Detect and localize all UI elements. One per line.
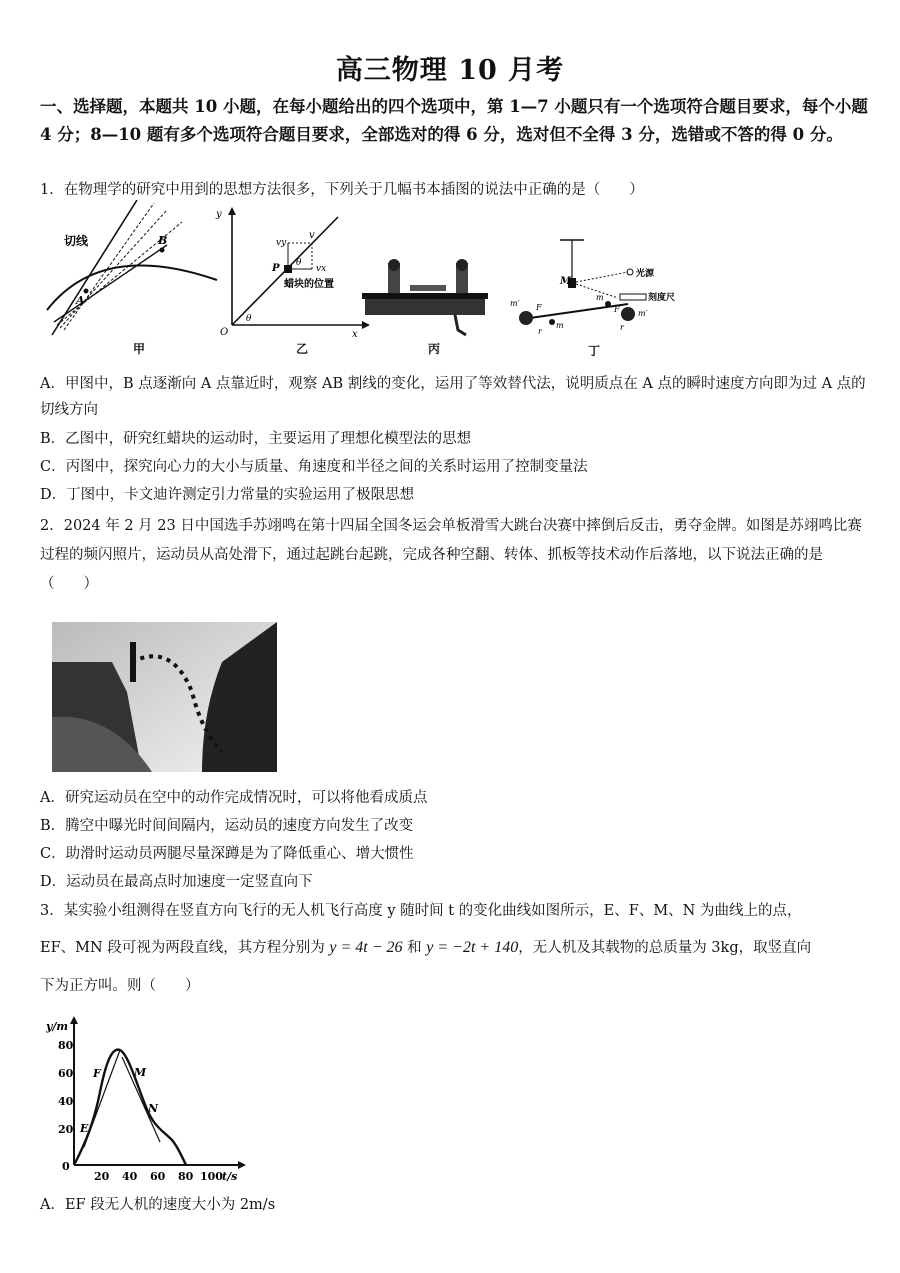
q3-stem-line1: 3．某实验小组测得在竖直方向飞行的无人机飞行高度 y 随时间 t 的变化曲线如图所示，E、F、M、N 为曲线上的点，: [40, 903, 802, 919]
q2-option-c: C．助滑时运动员两腿尽量深蹲是为了降低重心、增大惯性: [40, 846, 414, 862]
figure-jia: [42, 200, 222, 340]
apparatus-base: [365, 297, 485, 315]
label-theta-origin: θ: [246, 314, 252, 324]
point-a-dot: [84, 289, 89, 294]
q3-stem-line2: [40, 933, 870, 963]
label-y: y: [216, 209, 222, 220]
figure-yi: [212, 205, 372, 340]
q1-stem: 1．在物理学的研究中用到的思想方法很多，下列关于几幅书本插图的说法中正确的是（ ）: [40, 182, 644, 198]
q1-option-d: D．丁图中，卡文迪许测定引力常量的实验运用了极限思想: [40, 487, 415, 503]
label-b: B: [158, 234, 168, 247]
label-p: P: [272, 263, 280, 274]
line-ef: [84, 1050, 120, 1147]
t-tick-20: 20: [94, 1170, 110, 1183]
label-m: M: [134, 1066, 147, 1079]
point-b-dot: [160, 248, 165, 253]
label-a: A: [76, 294, 85, 307]
equation-mn: y = −2t + 140: [426, 939, 519, 956]
q1-option-a: A．甲图中，B 点逐渐向 A 点靠近时，观察 AB 割线的变化，运用了等效替代法，说明质点在 A 点的瞬时速度方向即为过 A 点的切线方向: [40, 376, 866, 418]
wax-position-label: 蜡块的位置: [284, 279, 334, 290]
q3-stem-segment: EF、MN 段可视为两段直线，其方程分别为: [40, 940, 330, 956]
q3-stem-line3: 下为正方叫。则（ ）: [40, 978, 200, 994]
t-tick-80: 80: [178, 1170, 194, 1183]
figure-bing: [360, 255, 495, 345]
y-axis-label: y/m: [46, 1020, 69, 1033]
q1-option-c: C．丙图中，探究向心力的大小与质量、角速度和半径之间的关系时运用了控制变量法: [40, 459, 588, 475]
snowboard-photo: [52, 622, 277, 772]
q2-option-a: A．研究运动员在空中的动作完成情况时，可以将他看成质点: [40, 790, 428, 806]
tower: [130, 642, 136, 682]
label-m-mirror: M: [560, 276, 572, 287]
apparatus-top: [362, 293, 488, 299]
big-ball-right: [621, 307, 635, 321]
small-ball-left: [549, 319, 555, 325]
q2-option-b: B．腾空中曝光时间间隔内，运动员的速度方向发生了改变: [40, 818, 414, 834]
label-m-prime-left: m′: [510, 299, 520, 308]
section-instructions: 一、选择题，本题共 10 小题，在每小题给出的四个选项中，第 1—7 小题只有一个选项符合题目要求，每个小题 4 分；8—10 题有多个选项符合题目要求，全部选对的得 6 分，选对但不全得 3 分，选错或不答的得 0 分。: [40, 97, 868, 144]
label-x: x: [352, 329, 358, 340]
right-ball: [456, 259, 468, 271]
left-ball: [388, 259, 400, 271]
y-arrow: [70, 1016, 78, 1024]
label-vx: vx: [316, 264, 327, 274]
tangent-label: 切线: [64, 234, 89, 248]
label-n: N: [148, 1102, 159, 1115]
crank-handle: [455, 315, 466, 335]
label-f: F: [93, 1067, 101, 1080]
label-theta: θ: [296, 258, 302, 268]
t-arrow: [238, 1161, 246, 1169]
y-tick-20: 20: [58, 1123, 74, 1136]
label-v: v: [309, 230, 315, 241]
light-beam: [576, 272, 628, 282]
t-tick-40: 40: [122, 1170, 138, 1183]
label-m-left: m: [556, 321, 564, 330]
label-e: E: [80, 1122, 89, 1135]
label-r-right: r: [620, 323, 624, 332]
y-tick-80: 80: [58, 1039, 74, 1052]
page-title: 高三物理 10 月考: [335, 55, 565, 86]
caption-jia: 甲: [133, 342, 146, 356]
y-tick-40: 40: [58, 1095, 74, 1108]
equation-ef: y = 4t − 26: [329, 939, 403, 956]
secant-line: [64, 203, 154, 330]
t-tick-60: 60: [150, 1170, 166, 1183]
caption-bing: 丙: [428, 342, 441, 356]
t-axis-label: t/s: [222, 1170, 238, 1183]
t-tick-100: 100: [200, 1170, 223, 1183]
scale-label: 刻度尺: [648, 293, 676, 303]
q3-option-a: A．EF 段无人机的速度大小为 2m/s: [40, 1197, 276, 1213]
scale-ruler: [620, 294, 646, 300]
y-tick-0: 0: [62, 1160, 70, 1173]
q3-stem-segment: ，无人机及其载物的总质量为 3kg，取竖直向: [518, 940, 812, 956]
q1-option-b: B．乙图中，研究红蜡块的运动时，主要运用了理想化模型法的思想: [40, 431, 472, 447]
caption-yi: 乙: [296, 342, 309, 356]
label-vy: vy: [276, 238, 287, 248]
secant-line-ab: [54, 245, 167, 322]
label-f-left: F: [536, 303, 542, 312]
q2-option-d: D．运动员在最高点时加速度一定竖直向下: [40, 874, 313, 890]
label-m-prime-right: m′: [638, 309, 648, 318]
q2-stem: 2．2024 年 2 月 23 日中国选手苏翊鸣在第十四届全国冬运会单板滑雪大跳台决赛中摔倒后反击，勇夺金牌。如图是苏翊鸣比赛过程的频闪照片，运动员从高处滑下，通过起跳台起跳，完成各种空翻、转体、抓板等技术动作后落地，以下说法正确的是（ ）: [40, 518, 862, 592]
label-f-right: F: [614, 305, 620, 314]
label-o: O: [220, 327, 229, 338]
big-ball-left: [519, 311, 533, 325]
label-r-left: r: [538, 327, 542, 336]
caption-ding: 丁: [588, 344, 601, 358]
q3-stem-segment: 和: [402, 940, 427, 956]
small-ball-right: [605, 301, 611, 307]
y-arrow: [228, 207, 236, 215]
height-time-graph: [40, 1012, 250, 1184]
light-source-label: 光源: [636, 269, 655, 279]
y-tick-60: 60: [58, 1067, 74, 1080]
height-curve: [74, 1050, 186, 1165]
figure-ding: [508, 232, 688, 342]
slot: [410, 285, 446, 291]
label-m-right: m: [596, 293, 604, 302]
